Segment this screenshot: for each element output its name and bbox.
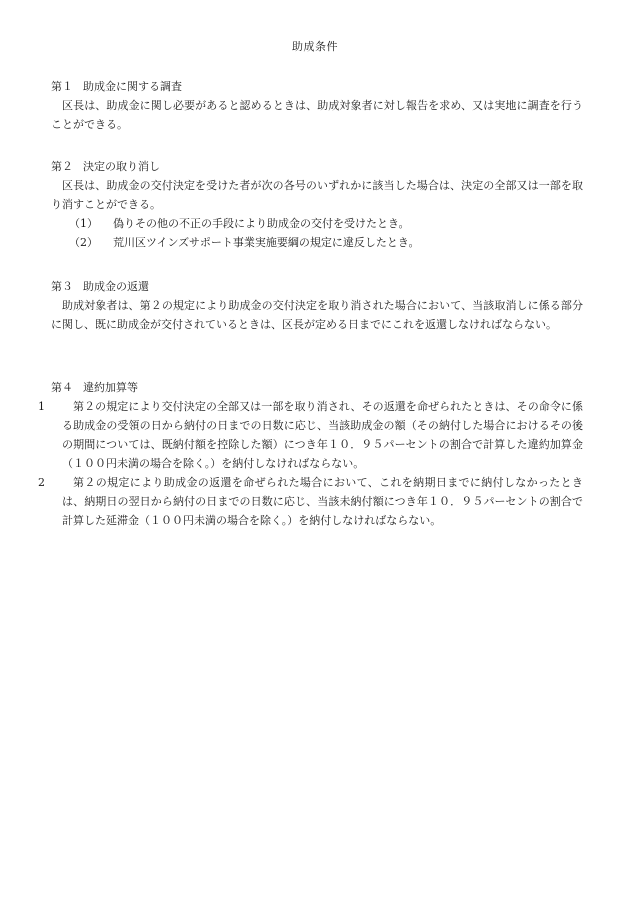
item-text: 第２の規定により交付決定の全部又は一部を取り消され、その返還を命ぜられたときは、その命令に係る助成金の受領の日から納付の日までの日数に応じ、当該助成金の額（その納付した場合におけるその後の期間については、既納付額を控除した額）につき年１０．９５パーセントの割合で計算した違約加算金（１００円未満の場合を除く。）を納付しなければならない。 bbox=[62, 400, 583, 470]
section-heading bbox=[51, 277, 583, 296]
list-item-label: （2） bbox=[69, 236, 98, 249]
section-number: 第１ bbox=[51, 80, 73, 93]
section-heading-text: 助成金の返還 bbox=[83, 280, 149, 293]
numbered-item bbox=[38, 397, 583, 473]
item-text: 第２の規定により助成金の返還を命ぜられた場合において、これを納期日までに納付しなかったときは、納期日の翌日から納付の日までの日数に応じ、当該未納付額につき年１０．９５パーセントの割合で計算した延滞金（１００円未満の場合を除く。）を納付しなければならない。 bbox=[62, 476, 583, 527]
list-item-text: 荒川区ツインズサポート事業実施要綱の規定に違反したとき。 bbox=[113, 236, 420, 249]
section-4 bbox=[38, 378, 583, 530]
document-title: 助成条件 bbox=[292, 40, 338, 53]
section-heading bbox=[51, 77, 583, 96]
section-1 bbox=[51, 77, 583, 134]
section-body: 助成対象者は、第２の規定により助成金の交付決定を取り消された場合において、当該取消しに係る部分に関し、既に助成金が交付されているときは、区長が定める日までにこれを返還しなければならない。 bbox=[51, 299, 583, 331]
section-heading bbox=[51, 157, 583, 176]
section-heading-text: 決定の取り消し bbox=[83, 160, 160, 173]
section-number: 第２ bbox=[51, 160, 73, 173]
list-item-label: （1） bbox=[69, 217, 98, 230]
item-number: 2 bbox=[38, 476, 45, 489]
section-number: 第４ bbox=[51, 381, 73, 394]
list-item-text: 偽りその他の不正の手段により助成金の交付を受けたとき。 bbox=[113, 217, 410, 230]
list-item bbox=[51, 233, 583, 252]
section-body: 区長は、助成金の交付決定を受けた者が次の各号のいずれかに該当した場合は、決定の全部又は一部を取り消すことができる。 bbox=[51, 179, 583, 211]
numbered-item bbox=[38, 473, 583, 530]
item-number: 1 bbox=[38, 400, 45, 413]
section-2 bbox=[51, 157, 583, 252]
section-body: 区長は、助成金に関し必要があると認めるときは、助成対象者に対し報告を求め、又は実地に調査を行うことができる。 bbox=[51, 99, 583, 131]
section-number: 第３ bbox=[51, 280, 73, 293]
section-heading bbox=[51, 378, 583, 397]
list-item bbox=[51, 214, 583, 233]
section-heading-text: 違約加算等 bbox=[83, 381, 138, 394]
section-3 bbox=[51, 277, 583, 334]
section-heading-text: 助成金に関する調査 bbox=[83, 80, 182, 93]
